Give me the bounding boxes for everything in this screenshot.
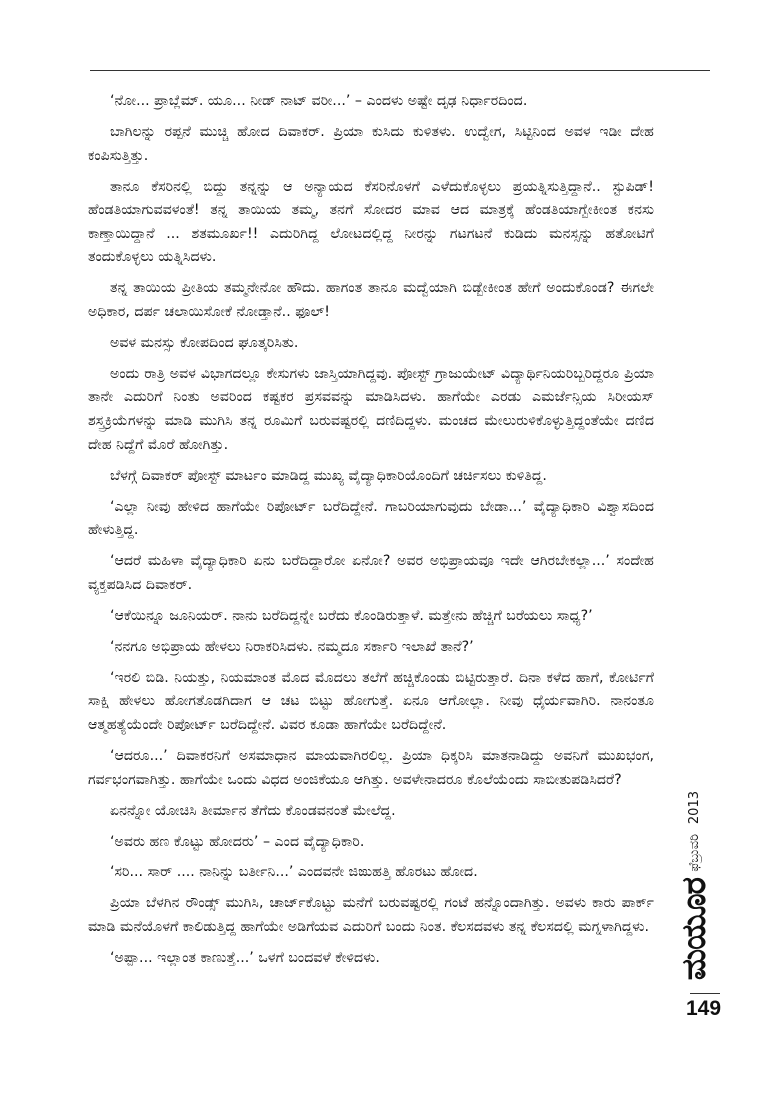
- paragraph: ‘ಅಪ್ಪಾ... ಇಲ್ಲಾಂತ ಕಾಣುತ್ತೆ...’ ಒಳಗೆ ಬಂದವಳೆ ಕೇಳಿದಳು.: [110, 950, 380, 967]
- paragraph: ‘ಎಲ್ಲಾ ನೀವು ಹೇಳಿದ ಹಾಗೆಯೇ ರಿಪೋರ್ಟ್ ಬರೆದಿದ್ದೇನೆ. ಗಾಬರಿಯಾಗುವುದು ಬೇಡಾ...’ ವೈದ್ಯಾಧಿಕಾರಿ ವಿಶ್ವಾಸದಿಂದ ಹೇಳುತ್ತಿದ್ದ.: [88, 498, 654, 539]
- paragraph: ‘ಇರಲಿ ಬಿಡಿ. ನಿಯತ್ತು, ನಿಯಮಾಂತ ಮೊದ ಮೊದಲು ತಲೆಗೆ ಹಚ್ಚಿಕೊಂಡು ಬಿಟ್ಟಿರುತ್ತಾರೆ. ದಿನಾ ಕಳೆದ ಹಾಗೆ, ಕೋರ್ಟಿಗೆ ಸಾಕ್ಷಿ ಹೇಳಲು ಹೋಗತೊಡಗಿದಾಗ ಆ ಚಟ ಬಿಟ್ಟು ಹೋಗುತ್ತೆ. ಏನೂ ಆಗೋಲ್ಲಾ. ನೀವು ಧೈರ್ಯವಾಗಿರಿ. ನಾನಂತೂ ಆತ್ಮಹತ್ಯೆಯೆಂದೇ ರಿಪೋರ್ಟ್ ಬರೆದಿದ್ದೇನೆ. ವಿವರ ಕೂಡಾ ಹಾಗೆಯೇ ಬರೆದಿದ್ದೇನೆ.: [88, 669, 654, 733]
- paragraph: ‘ಆದರೂ...’ ದಿವಾಕರನಿಗೆ ಅಸಮಾಧಾನ ಮಾಯವಾಗಿರಲಿಲ್ಲ. ಪ್ರಿಯಾ ಧಿಕ್ಕರಿಸಿ ಮಾತನಾಡಿದ್ದು ಅವನಿಗೆ ಮುಖಭಂಗ, ಗರ್ವಭಂಗವಾಗಿತ್ತು. ಹಾಗೆಯೇ ಒಂದು ವಿಧದ ಅಂಜಿಕೆಯೂ ಆಗಿತ್ತು. ಅವಳೇನಾದರೂ ಕೊಲೆಯೆಂದು ಸಾಬೀತುಪಡಿಸಿದರೆ?: [88, 747, 654, 788]
- page-number: 149: [686, 997, 722, 1020]
- issue-month: ಫೆಬ್ರುವರಿ: [686, 834, 702, 872]
- paragraph: ತಾನೂ ಕೆಸರಿನಲ್ಲಿ ಬಿದ್ದು ತನ್ನನ್ನು ಆ ಅನ್ಯಾಯದ ಕೆಸರಿನೊಳಗೆ ಎಳೆದುಕೊಳ್ಳಲು ಪ್ರಯತ್ನಿಸುತ್ತಿದ್ದಾನೆ.. ಸ್ಟುಪಿಡ್! ಹೆಂಡತಿಯಾಗುವವಳಂತೆ! ತನ್ನ ತಾಯಿಯ ತಮ್ಮ, ತನಗೆ ಸೋದರ ಮಾವ ಆದ ಮಾತ್ರಕ್ಕೆ ಹೆಂಡತಿಯಾಗ್ಬೇಕೀಂತ ಕನಸು ಕಾಣ್ತಾಯಿದ್ದಾನೆ ... ಶತಮೂರ್ಖ!! ಎದುರಿಗಿದ್ದ ಲೋಟದಲ್ಲಿದ್ದ ನೀರನ್ನು ಗಟಗಟನೆ ಕುಡಿದು ಮನಸ್ಸನ್ನು ಹತೋಟಿಗೆ ತಂದುಕೊಳ್ಳಲು ಯತ್ನಿಸಿದಳು.: [88, 178, 654, 266]
- paragraph: ಅಂದು ರಾತ್ರಿ ಅವಳ ವಿಭಾಗದಲ್ಲೂ ಕೇಸುಗಳು ಜಾಸ್ತಿಯಾಗಿದ್ದವು. ಪೋಸ್ಟ್ ಗ್ರಾಜುಯೇಟ್ ವಿದ್ಯಾರ್ಥಿನಿಯರಿಬ್ಬರಿದ್ದರೂ ಪ್ರಿಯಾ ತಾನೇ ಎದುರಿಗೆ ನಿಂತು ಅವರಿಂದ ಕಷ್ಟಕರ ಪ್ರಸವವನ್ನು ಮಾಡಿಸಿದಳು. ಹಾಗೆಯೇ ಎರಡು ಎಮರ್ಜೆನ್ಸಿಯ ಸಿರೀಯಸ್ ಶಸ್ತ್ರಕ್ರಿಯೆಗಳನ್ನು ಮಾಡಿ ಮುಗಿಸಿ ತನ್ನ ರೂಮಿಗೆ ಬರುವಷ್ಟರಲ್ಲಿ ದಣಿದಿದ್ದಳು. ಮಂಚದ ಮೇಲುರುಳಿಕೊಳ್ಳುತ್ತಿದ್ದಂತೆಯೇ ದಣಿದ ದೇಹ ನಿದ್ದೆಗೆ ಮೊರೆ ಹೋಗಿತ್ತು.: [88, 365, 654, 453]
- paragraph: ಅವಳ ಮನಸ್ಸು ಕೋಪದಿಂದ ಘೂತ್ಕರಿಸಿತು.: [110, 334, 299, 351]
- paragraph: ‘ನನಗೂ ಅಭಿಪ್ರಾಯ ಹೇಳಲು ನಿರಾಕರಿಸಿದಳು. ನಮ್ಮದೂ ಸರ್ಕಾರಿ ಇಲಾಖೆ ತಾನೆ?’: [110, 638, 474, 655]
- paragraph: ‘ಆಕೆಯಿನ್ನೂ ಜೂನಿಯರ್. ನಾನು ಬರೆದಿದ್ದನ್ನೇ ಬರೆದು ಕೊಂಡಿರುತ್ತಾಳೆ. ಮತ್ತೇನು ಹೆಚ್ಚಿಗೆ ಬರೆಯಲು ಸಾಧ್ಯ?’: [110, 607, 593, 624]
- magazine-margin: [674, 780, 714, 980]
- paragraph: ‘ನೋ... ಪ್ರಾಬ್ಲೆಮ್. ಯೂ... ನೀಡ್ ನಾಟ್ ವರೀ...’ – ಎಂದಳು ಅಷ್ಟೇ ದೃಢ ನಿರ್ಧಾರದಿಂದ.: [110, 93, 528, 109]
- paragraph: ‘ಆದರೆ ಮಹಿಳಾ ವೈದ್ಯಾಧಿಕಾರಿ ಏನು ಬರೆದಿದ್ದಾರೋ ಏನೋ? ಅವರ ಅಭಿಪ್ರಾಯವೂ ಇದೇ ಆಗಿರಬೇಕಲ್ಲಾ...’ ಸಂದೇಹ ವ್ಯಕ್ತಪಡಿಸಿದ ದಿವಾಕರ್.: [88, 553, 654, 593]
- paragraph: ‘ಅವರು ಹಣ ಕೊಟ್ಟು ಹೋದರು’ – ಎಂದ ವೈದ್ಯಾಧಿಕಾರಿ.: [110, 833, 365, 850]
- paragraph: ‘ಸರಿ... ಸಾರ್ .... ನಾನಿನ್ನು ಬರ್ತೀನಿ...’ ಎಂದವನೇ ಜಿಙುಹತ್ತಿ ಹೊರಟು ಹೋದ.: [110, 864, 478, 881]
- story-text: [88, 90, 654, 978]
- paragraph: ತನ್ನ ತಾಯಿಯ ಪ್ರೀತಿಯ ತಮ್ಮನೇನೋ ಹೌದು. ಹಾಗಂತ ತಾನೂ ಮದ್ವೆಯಾಗಿ ಬಿಡ್ಬೇಕೀಂತ ಹೇಗೆ ಅಂದುಕೊಂಡ? ಈಗಲೇ ಅಧಿಕಾರ, ದರ್ಪ ಚಲಾಯಿಸೋಕೆ ನೋಡ್ತಾನೆ.. ಫೂಲ್!: [88, 280, 654, 320]
- paragraph: ಬಾಗಿಲನ್ನು ರಪ್ಪನೆ ಮುಚ್ಚಿ ಹೋದ ದಿವಾಕರ್. ಪ್ರಿಯಾ ಕುಸಿದು ಕುಳಿತಳು. ಉದ್ವೇಗ, ಸಿಟ್ಟಿನಿಂದ ಅವಳ ಇಡೀ ದೇಹ ಕಂಪಿಸುತ್ತಿತ್ತು.: [88, 123, 654, 164]
- paragraph: ಬೆಳಗ್ಗೆ ದಿವಾಕರ್ ಪೋಸ್ಟ್ ಮಾರ್ಟಂ ಮಾಡಿದ್ದ ಮುಖ್ಯ ವೈದ್ಯಾಧಿಕಾರಿಯೊಂದಿಗೆ ಚರ್ಚಿಸಲು ಕುಳಿತಿದ್ದ.: [110, 467, 547, 484]
- paragraph: ಏನನ್ನೋ ಯೋಚಿಸಿ ತೀರ್ಮಾನ ತೆಗೆದು ಕೊಂಡವನಂತೆ ಮೇಲೆದ್ದ.: [110, 802, 396, 819]
- issue-year: 2013: [686, 791, 702, 825]
- paragraph: ಪ್ರಿಯಾ ಬೆಳಗಿನ ರೌಂಡ್ಸ್ ಮುಗಿಸಿ, ಚಾರ್ಜ್‌ಕೊಟ್ಟು ಮನೆಗೆ ಬರುವಷ್ಟರಲ್ಲಿ ಗಂಟೆ ಹನ್ನೊಂದಾಗಿತ್ತು. ಅವಳು ಕಾರು ಪಾರ್ಕ್ ಮಾಡಿ ಮನೆಯೊಳಗೆ ಕಾಲಿಡುತ್ತಿದ್ದ ಹಾಗೆಯೇ ಅಡಿಗೆಯವ ಎದುರಿಗೆ ಬಂದು ನಿಂತ. ಕೆಲಸದವಳು ತನ್ನ ಕೆಲಸದಲ್ಲಿ ಮಗ್ನಳಾಗಿದ್ದಳು.: [88, 895, 654, 936]
- magazine-title: ಮಯೂರ: [674, 877, 713, 980]
- top-rule: [90, 70, 710, 71]
- page-number-rule: [690, 993, 720, 994]
